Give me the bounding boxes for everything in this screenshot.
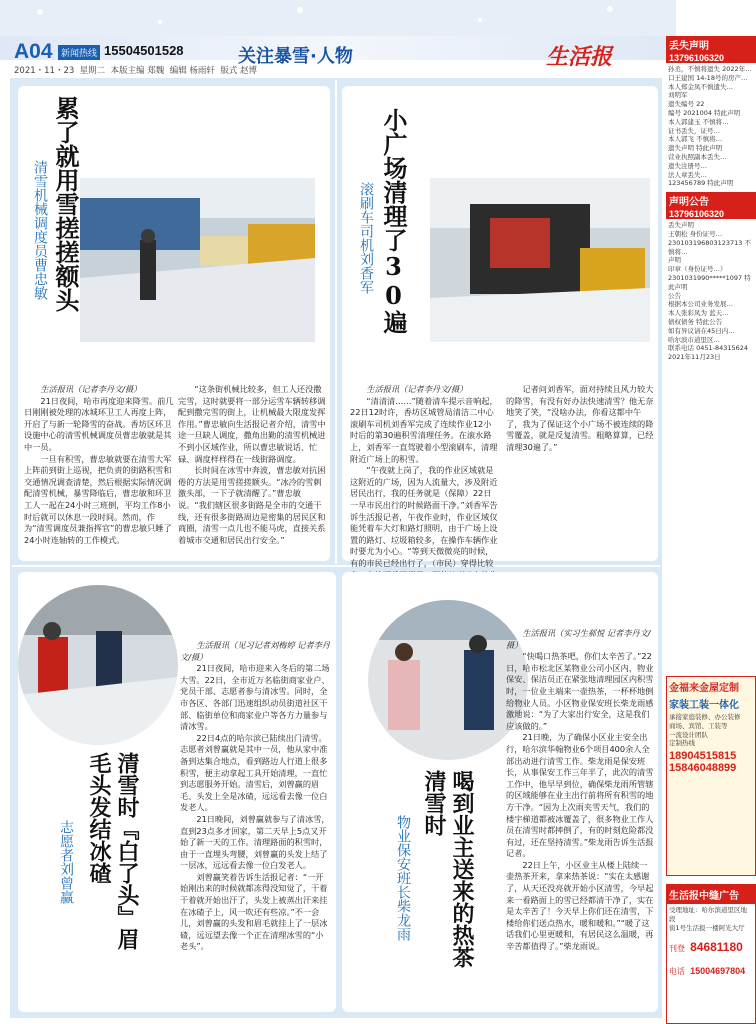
classified-line: 遗失注册号… [668,161,707,170]
paragraph: 21日夜间，哈市迎来入冬后的第二场大雪。22日，全市近万名临街商家业户、党员干部、志愿者参与清冰雪。同时，全市各区、各部门迅速组织动员街道社区干部、临街单位和商家业户等各方力量参与清冰雪。 [180,663,330,732]
panel-divider [335,80,337,564]
ad-line: 受理地址：哈尔滨道里区地段 [669,906,747,923]
classified-line: 根据本公司业务发展… [668,300,733,309]
paragraph: “清清清……”随着清车提示音响起，22日12时许，香坊区城管局清洁二中心滚刷车司机刘香军完成了连续作业12小时后的第30遍积雪清理任务。在滚水路上，刘香军一直驾驶着小型滚刷车，清理附近广场上的积雪。 [350,395,498,464]
byline: 生活报讯（记者李丹文/摄） [40,384,142,394]
panel-divider [12,565,660,567]
classified-line: 公告 [668,291,681,300]
snow-street-photo [80,178,315,342]
page-number: A04 [14,40,53,63]
article-body [180,640,330,1005]
classified-line: 编号 2021004 特此声明 [668,108,741,117]
ad-phone: 15004697804 [690,966,746,977]
paragraph: 21日夜间，哈市再度迎来降雪。前几日刚刚被处理的冰城环卫工人再度上阵，开启了与新一轮降雪的奋战。香坊区环卫设施中心的清雪机械调度员曹忠敏就是其中一员。 [24,395,174,452]
classified-line: 丢失声明 [668,221,694,230]
ad-phone-label: 电话 [669,967,685,977]
article-headline: 喝到业主送来的热茶 清雪时 [421,770,475,968]
classified-line: 2021年11月23日 [668,353,721,362]
date: 2021・11・23 [14,66,75,76]
byline: 生活报讯（实习生郝悦 记者李丹文/摄） [506,628,651,650]
volunteer-scene-graphic [18,585,178,745]
snow-banner-graphic [0,0,676,36]
ad-phone: 84681180 [690,940,743,955]
weekday: 星期二 [79,66,106,76]
classified-line: 孙丞，不慎将遗失 2022年… [668,65,752,73]
paragraph: 22日上午，小区业主从楼上陆续一壶热茶开来，拿来热茶说：“实在太感谢了，从天还没亮就开始小区清雪，今早起来一看路面上的雪已经都清干净了，实在是太辛苦了！今天早上你们还在清雪，下楼给你们送点热水，暖和暖和。”“暖了这话我们心里更暖和，有居民这么温暖，再辛苦都值得了。”柴龙雨说。 [506,859,654,952]
newspaper-logo: 生活报 [546,44,613,70]
paragraph: “午夜就上岗了，我的作业区域就是这附近的广场，因为人流量大，涉及附近居民出行，我的任务就是（保障）22日一早市民出行的时候路面干净。”刘香军告诉生活报记者，午夜作业时，作业区域仅能凭着车大灯和路灯照明，由于广场上设置的路灯、垃圾箱较多，在操作车辆作业时要尤为小心。“等到天微微亮的时候，有的市民已经出行了，（市民）穿得比较 [350,465,498,568]
classified-line: 遗失编号 22 [668,100,705,109]
classified-line: 声明 [668,256,681,265]
classified-line: 本人张彩凤为 蓝天… [668,309,729,318]
classified-line: 印章（身份证号…） [668,265,727,274]
plow-scene-graphic [430,178,650,342]
volunteer-photo [18,585,178,745]
lost-phone: 13796106320 [666,53,756,63]
classified-line: 王朝松 身份证号… [668,229,723,238]
article-subhead: 滚刷车司机刘香军 [358,182,374,294]
article-subhead: 志愿者刘曾赢 [58,820,74,904]
paragraph: “快喝口热茶吧，你们太辛苦了。”22日，哈市松北区某物业公司小区内，物业保安、保洁员正在紧张地清理园区内积雪时，一位业主端来一壶热茶，一杯杯地倒给物业人员。小区物业保安班长柴龙雨感激地说：“为了大家出行安全，这是我们应该做的。” [506,651,654,731]
ad-line: 商场、宾馆、工装等 [669,721,728,730]
ad-phone-label: 刊登 [669,944,685,954]
hotline-phone: 15504501528 [104,43,184,58]
article-headline: 累了就用雪搓搓额头 [51,96,80,312]
tea-scene-graphic [368,600,528,760]
lost-heading: 丢失声明 [666,36,756,53]
notice-phone: 13796106320 [666,209,756,219]
classified-line: 债权债务 特此公告 [668,317,723,326]
classified-line: 刘明军 [668,91,688,100]
article-body [24,384,174,546]
ad-block [666,676,756,876]
snow-plow-photo [430,178,650,342]
classified-line: 230103196803123713 不慎将… [668,238,752,256]
ad-lines [667,711,755,750]
ad-line: 承接家庭装修、办公装修 [669,713,741,721]
security-photo [368,600,528,760]
article-body [506,628,654,1010]
notice-heading: 声明公告 [666,192,756,209]
classified-sidebar [666,36,756,1024]
classified-line: 本人郭飞 不慎将… [668,135,723,144]
paragraph: 长时间在冰雪中奔波，曹忠敏对抗困倦的方法是用雪搓搓额头。“冰冷的雪刺激头部，一下子就清醒了。”曹忠敏说。“我们辖区很多街路是全市的交通干线，还有很多街路周边是密集的居民区和商圈，清雪一点儿也不能马虎，直接关系着城市交通和居民出行安全。” [178,465,326,545]
classified-line: 遗失声明 特此声明 [668,144,723,153]
ad-block [666,884,756,1024]
byline: 生活报讯（记者李丹文/摄） [366,384,468,394]
ad-lines [667,904,755,934]
cleanup-scene-graphic [80,178,315,342]
editor: 本版主编 郑魏 [110,66,165,76]
ad-subtitle: 家装工装一体化 [669,700,739,711]
ad-title: 生活报中缝广告 [667,885,755,904]
classified-line: 法人章丢失… [668,170,707,179]
ad-line: 一流设计团队 [669,730,708,739]
byline: 生活报讯（见习记者刘梅婷 记者李丹文/摄） [180,640,330,662]
paragraph: 一旦有积雪，曹忠敏就要在清雪大军上阵前到街上巡视，把负责的街路积雪和交通情况调查清楚，然后根据实际情况调配清雪机械，暴雪降临后，曹忠敏和环卫工人一起在24小时三班倒，平均工作8小时后就可以休息一段时间。然而，作为“清雪调度员兼指挥官”的曹忠敏只睡了24小时连轴转的工作模式。 [24,453,172,545]
article-subhead: 物业保安班长柴龙雨 [395,815,411,941]
classified-line: 营业执照副本丢失… [668,152,727,161]
article-headline: 清雪时『白了头』眉毛头发结冰碴 [86,752,140,950]
classified-line: 证书丢失，证号… [668,126,720,135]
article-body [178,384,326,546]
classified-line: 哈尔滨市道里区… [668,335,720,344]
article-headline: 小广场清理了30遍 [379,108,408,334]
article-subhead: 清雪机械调度员曹忠敏 [32,160,48,300]
classified-line: 口王建国 14-18号的房产… [668,73,748,82]
dateline [14,64,257,76]
classified-line: 联系电话 0451-84315624 [668,344,749,353]
paragraph: 21日晚，为了确保小区业主安全出行，哈尔滨华翰物业6个项目400余人全部出动进行清雪工作。柴龙雨是保安班长，从事保安工作三年半了，此次的清雪工作中，他早早到位，确保柴龙雨所管辖的区域能够在业主出行前将所有积雪的地方干净。“因为上次雨夹雪天气，我们的楼宇梯道都被冰覆盖了，很多物业工作人员在清雪时都摔倒了，有的时刻危险都没有过，还在坚持清雪。”柴龙雨告诉生活报记者。 [506,732,654,859]
paragraph: 记者问刘香军，面对持续且风力较大的降雪，有没有好办法快速清雪？他无奈地笑了笑，“没啥办法，你看这都中午了，我为了保证这个小广场不被连续的降雪覆盖，就是反复清雪。粗略算算，已经清理30遍了。” [506,384,654,452]
ad-phone-row [667,934,755,957]
ad-line: 街1号生活报一楼阿光大厅 [669,923,745,932]
classified-line: 本人郭建玉 不慎将… [668,117,729,126]
ad-line: 定制热线 [669,739,695,748]
classified-line: 如有异议请在45日内… [668,326,735,335]
paragraph: “这条街机械比较多，但工人还没撒完雪，这时就要将一部分运雪车辆转移调配到撒完雪的街上，让机械最大限度发挥作用。”曹忠敏向生活报记者介绍，清雪中途一旦缺人调度，撒角出勤的清雪机械进不到小区域作业，所以曹忠敏说话、忙碌、调度样样得在一线街路调度。 [178,384,326,464]
lost-list [666,63,756,190]
paragraph: 22日4点的哈尔滨已陆续出门清雪。志愿者刘曾赢就是其中一员，他从家中准备到达集合地点，看到路边人行道上很多积雪，便主动拿起工具开始清理，一直忙到志愿服务开始。清雪后，刘曾赢的眉毛、头发上全是冰碴，远远看去像一位白发老人。 [180,732,328,813]
article-body [506,384,654,559]
masthead-decoration [0,0,676,36]
ad-title: 金福来金屋定制 [669,683,739,694]
hotline-label: 新闻热线 [58,45,100,60]
designer: 版式 赵博 [220,66,258,76]
classified-line: 123456789 特此声明 [668,179,734,188]
ad-phone-row [667,957,755,980]
classified-line: 2301031990*****1097 特此声明 [668,273,751,291]
section-title: 关注暴雪·人物 [238,46,353,67]
classified-line: 本人郑金凤不慎遗失… [668,82,733,91]
ad-phone: 15846048899 [669,762,737,775]
ad-phone: 18904515815 [669,750,737,763]
notice-list [666,219,756,364]
paragraph: 刘曾赢笑着告诉生活报记者：“一开始刚出来的时候就都冻得没知觉了，干着干着就开始出汗了，头发上被蒸出汗来挂在冰碴子上，风一吹还有些凉。”不一会儿，刘曾赢的头发和眉毛就挂上了一层冰碴，远远望去像一个正在清理冰雪的“小老头”。 [180,871,328,952]
staff: 编辑 杨雨轩 [169,66,215,76]
paragraph: 21日晚间，刘曾赢就参与了清冰雪，直到23点多才回家，第二天早上5点又开始了新一天的工作。清理路面的积雪时，由于一直埋头弯腰，刘曾赢的头发上结了一层冰，远远看去像一位白发老人。 [180,813,330,871]
